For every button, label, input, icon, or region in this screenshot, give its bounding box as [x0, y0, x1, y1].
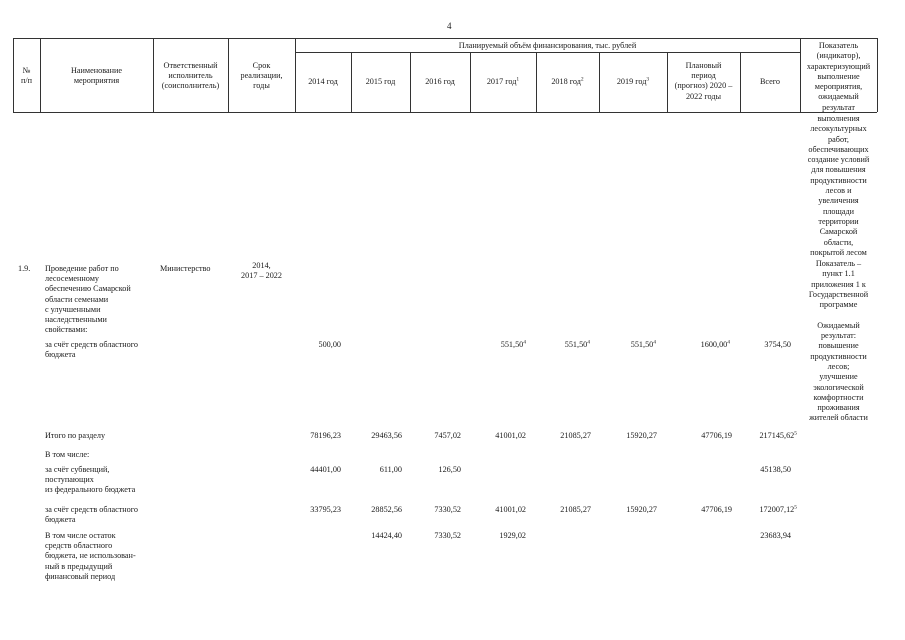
- row-label: Итого по разделу: [45, 431, 106, 440]
- value-total: 45138,50: [760, 465, 791, 474]
- value-2017: 41001,02: [495, 505, 526, 514]
- header-indicator: Показатель (индикатор), характеризующий выполнение мероприятия, ожидаемый результат: [806, 41, 871, 112]
- header-total: Всего: [759, 77, 781, 86]
- indicator-continuation: выполнения лесокультурных работ, обеспечивающих создание условий для повышения продуктивности лесов и увеличения площади территории Самарской области, покрытой лесом: [807, 114, 870, 257]
- value-text: 551,50: [564, 340, 588, 349]
- footnote-mark: 1: [516, 76, 520, 83]
- row-label: В том числе:: [45, 450, 90, 459]
- row-label: за счёт средств областного бюджета: [45, 340, 139, 360]
- row-label: за счёт субвенций, поступающих из федерального бюджета: [45, 465, 136, 495]
- row-number: 1.9.: [18, 264, 31, 273]
- footnote-mark: 4: [653, 339, 656, 346]
- value-planned: [667, 340, 730, 350]
- footnote-mark: 5: [794, 430, 797, 437]
- value-2019: [599, 340, 656, 350]
- header-term: Срок реализации, годы: [240, 61, 283, 91]
- footnote-mark: 4: [727, 339, 730, 346]
- value-2014: 500,00: [318, 340, 341, 349]
- row-responsible: Министерство: [160, 264, 211, 273]
- row-term: 2014, 2017 – 2022: [241, 261, 282, 281]
- value-2019: 15920,27: [626, 505, 657, 514]
- header-name: Наименование мероприятия: [70, 66, 122, 86]
- row-label: В том числе остаток средств областного бюджета, не использован- ный в предыдущий финансовый период: [45, 531, 136, 581]
- value-2016: 7457,02: [434, 431, 461, 440]
- header-2016: 2016 год: [425, 77, 455, 86]
- value-2017: 1929,02: [499, 531, 526, 540]
- value-2015: 14424,40: [371, 531, 402, 540]
- value-2016: 7330,52: [434, 505, 461, 514]
- header-2019-label: 2019 год: [616, 77, 647, 86]
- row-indicator: Показатель – пункт 1.1 приложения 1 к Государственной программе Ожидаемый результат: повышение продуктивности лесов; улучшение экологической комфортности проживания жителей области: [808, 259, 869, 423]
- header-2017: [470, 77, 536, 87]
- value-2015: 29463,56: [371, 431, 402, 440]
- row-label: за счёт средств областного бюджета: [45, 505, 139, 525]
- value-2017: [470, 340, 526, 350]
- header-planned-period: Плановый период (прогноз) 2020 – 2022 годы: [674, 61, 733, 101]
- value-total: [740, 505, 797, 515]
- footnote-mark: 5: [794, 504, 797, 511]
- footnote-mark: 4: [587, 339, 590, 346]
- row-name: Проведение работ по лесосеменному обеспечению Самарской области семенами с улучшенными наследственными свойствами:: [45, 264, 131, 335]
- header-top-border: [13, 38, 877, 39]
- header-bottom-border: [13, 112, 877, 113]
- header-2015: 2015 год: [365, 77, 396, 86]
- value-2016: 7330,52: [434, 531, 461, 540]
- header-2018: [536, 77, 599, 87]
- value-2018: [536, 340, 590, 350]
- header-funding-underline: [295, 52, 800, 53]
- footnote-mark: 4: [523, 339, 526, 346]
- header-2014: 2014 год: [308, 77, 338, 86]
- header-2017-label: 2017 год: [486, 77, 517, 86]
- header-2019: [599, 77, 667, 87]
- value-2016: 126,50: [438, 465, 461, 474]
- value-text: 1600,00: [700, 340, 728, 349]
- value-2019: 15920,27: [626, 431, 657, 440]
- value-2018: 21085,27: [560, 505, 591, 514]
- footnote-mark: 3: [646, 76, 650, 83]
- header-num: № п/п: [20, 66, 33, 86]
- footnote-mark: 2: [580, 76, 584, 83]
- value-2015: 611,00: [379, 465, 402, 474]
- value-text: 172007,12: [759, 505, 795, 514]
- header-2018-label: 2018 год: [551, 77, 581, 86]
- value-2014: 33795,23: [310, 505, 341, 514]
- value-text: 217145,62: [759, 431, 795, 440]
- value-planned: 47706,19: [701, 431, 732, 440]
- value-2014: 78196,23: [310, 431, 341, 440]
- value-2018: 21085,27: [560, 431, 591, 440]
- page-number: 4: [447, 21, 452, 31]
- value-total: 23683,94: [760, 531, 791, 540]
- value-total: 3754,50: [764, 340, 791, 349]
- value-text: 551,50: [500, 340, 524, 349]
- value-planned: 47706,19: [701, 505, 732, 514]
- header-responsible: Ответственный исполнитель (соисполнитель): [161, 61, 220, 91]
- value-text: 551,50: [630, 340, 654, 349]
- value-2017: 41001,02: [495, 431, 526, 440]
- col-border: [877, 38, 878, 112]
- value-2015: 28852,56: [371, 505, 402, 514]
- value-total: [740, 431, 797, 441]
- value-2014: 44401,00: [310, 465, 341, 474]
- header-funding: Планируемый объём финансирования, тыс. рублей: [458, 41, 637, 50]
